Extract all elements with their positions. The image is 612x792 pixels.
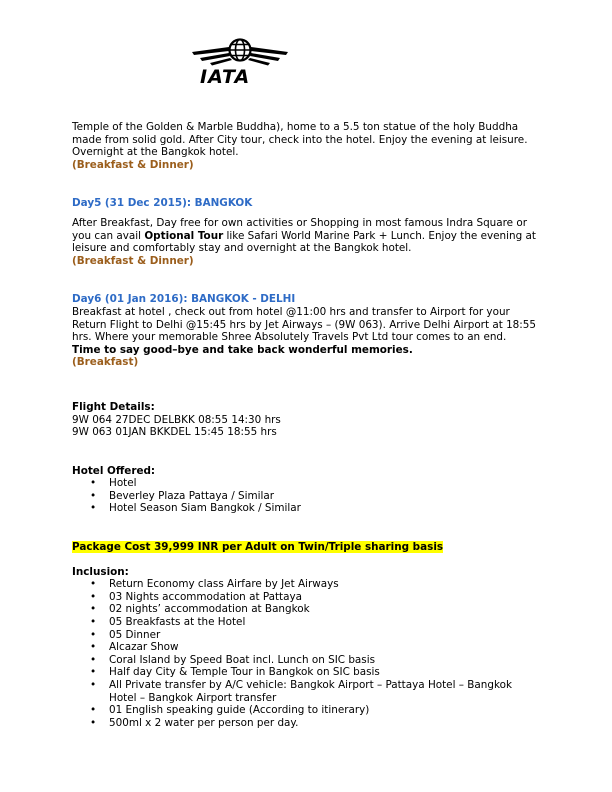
- day5-description: [72, 217, 542, 255]
- list-item: • 500ml x 2 water per person per day.: [109, 717, 542, 730]
- day6-meals: (Breakfast): [72, 356, 139, 369]
- list-item: • Beverley Plaza Pattaya / Similar: [109, 490, 542, 503]
- day5-text-before: After Breakfast, Day free for own activities or Shopping in most famous Indra Square or you can avail: [72, 216, 527, 242]
- list-item: • 03 Nights accommodation at Pattaya: [109, 591, 542, 604]
- day6-closing: Time to say good–bye and take back wonderful memories.: [72, 343, 413, 356]
- day5-text-after: like Safari World Marine Park + Lunch. Enjoy the evening at leisure and comfortably stay and overnight at the Bangkok hotel.: [72, 229, 536, 255]
- list-item: • Hotel Season Siam Bangkok / Similar: [109, 502, 542, 515]
- day6-heading: Day6 (01 Jan 2016): BANGKOK - DELHI: [72, 293, 296, 306]
- list-item: • Hotel: [109, 477, 542, 490]
- day5-heading: Day5 (31 Dec 2015): BANGKOK: [72, 197, 253, 210]
- flight-details-heading: Flight Details:: [72, 400, 155, 413]
- list-item: • Alcazar Show: [109, 641, 542, 654]
- package-cost-highlight: Package Cost 39,999 INR per Adult on Twin/Triple sharing basis: [72, 541, 444, 554]
- flight-row: 9W 063 01JAN BKKDEL 15:45 18:55 hrs: [72, 426, 277, 439]
- day6-description: Breakfast at hotel , check out from hotel @11:00 hrs and transfer to Airport for your Return Flight to Delhi @15:45 hrs by Jet Airways – (9W 063). Arrive Delhi Airport at 18:55 hrs. Where your memorable Shree Absolutely Travels Pvt Ltd tour comes to an end.: [72, 305, 537, 344]
- inclusion-list: [72, 578, 542, 729]
- list-item: • 05 Dinner: [109, 629, 542, 642]
- hotel-list: [72, 477, 542, 515]
- list-item: • Half day City & Temple Tour in Bangkok on SIC basis: [109, 666, 542, 679]
- list-item: • 01 English speaking guide (According to itinerary): [109, 704, 542, 717]
- list-item: • 05 Breakfasts at the Hotel: [109, 616, 542, 629]
- optional-tour-label: Optional Tour: [144, 229, 224, 242]
- inclusion-heading: Inclusion:: [72, 565, 129, 578]
- flight-row: 9W 064 27DEC DELBKK 08:55 14:30 hrs: [72, 413, 281, 426]
- hotel-offered-heading: Hotel Offered:: [72, 464, 156, 477]
- day5-meals: (Breakfast & Dinner): [72, 254, 194, 267]
- list-item: • Coral Island by Speed Boat incl. Lunch on SIC basis: [109, 654, 542, 667]
- package-cost: [72, 541, 542, 554]
- day4-meals: (Breakfast & Dinner): [72, 158, 194, 171]
- list-item: • Return Economy class Airfare by Jet Airways: [109, 578, 542, 591]
- list-item: • All Private transfer by A/C vehicle: Bangkok Airport – Pattaya Hotel – Bangkok Hotel – Bangkok Airport transfer: [109, 679, 542, 704]
- day4-description: Temple of the Golden & Marble Buddha), home to a 5.5 ton statue of the holy Buddha made from solid gold. After City tour, check into the hotel. Enjoy the evening at leisure. Overnight at the Bangkok hotel.: [72, 121, 528, 159]
- logo-wordmark: IATA: [200, 66, 251, 88]
- list-item: • 02 nights’ accommodation at Bangkok: [109, 603, 542, 616]
- itinerary-document: [72, 121, 542, 729]
